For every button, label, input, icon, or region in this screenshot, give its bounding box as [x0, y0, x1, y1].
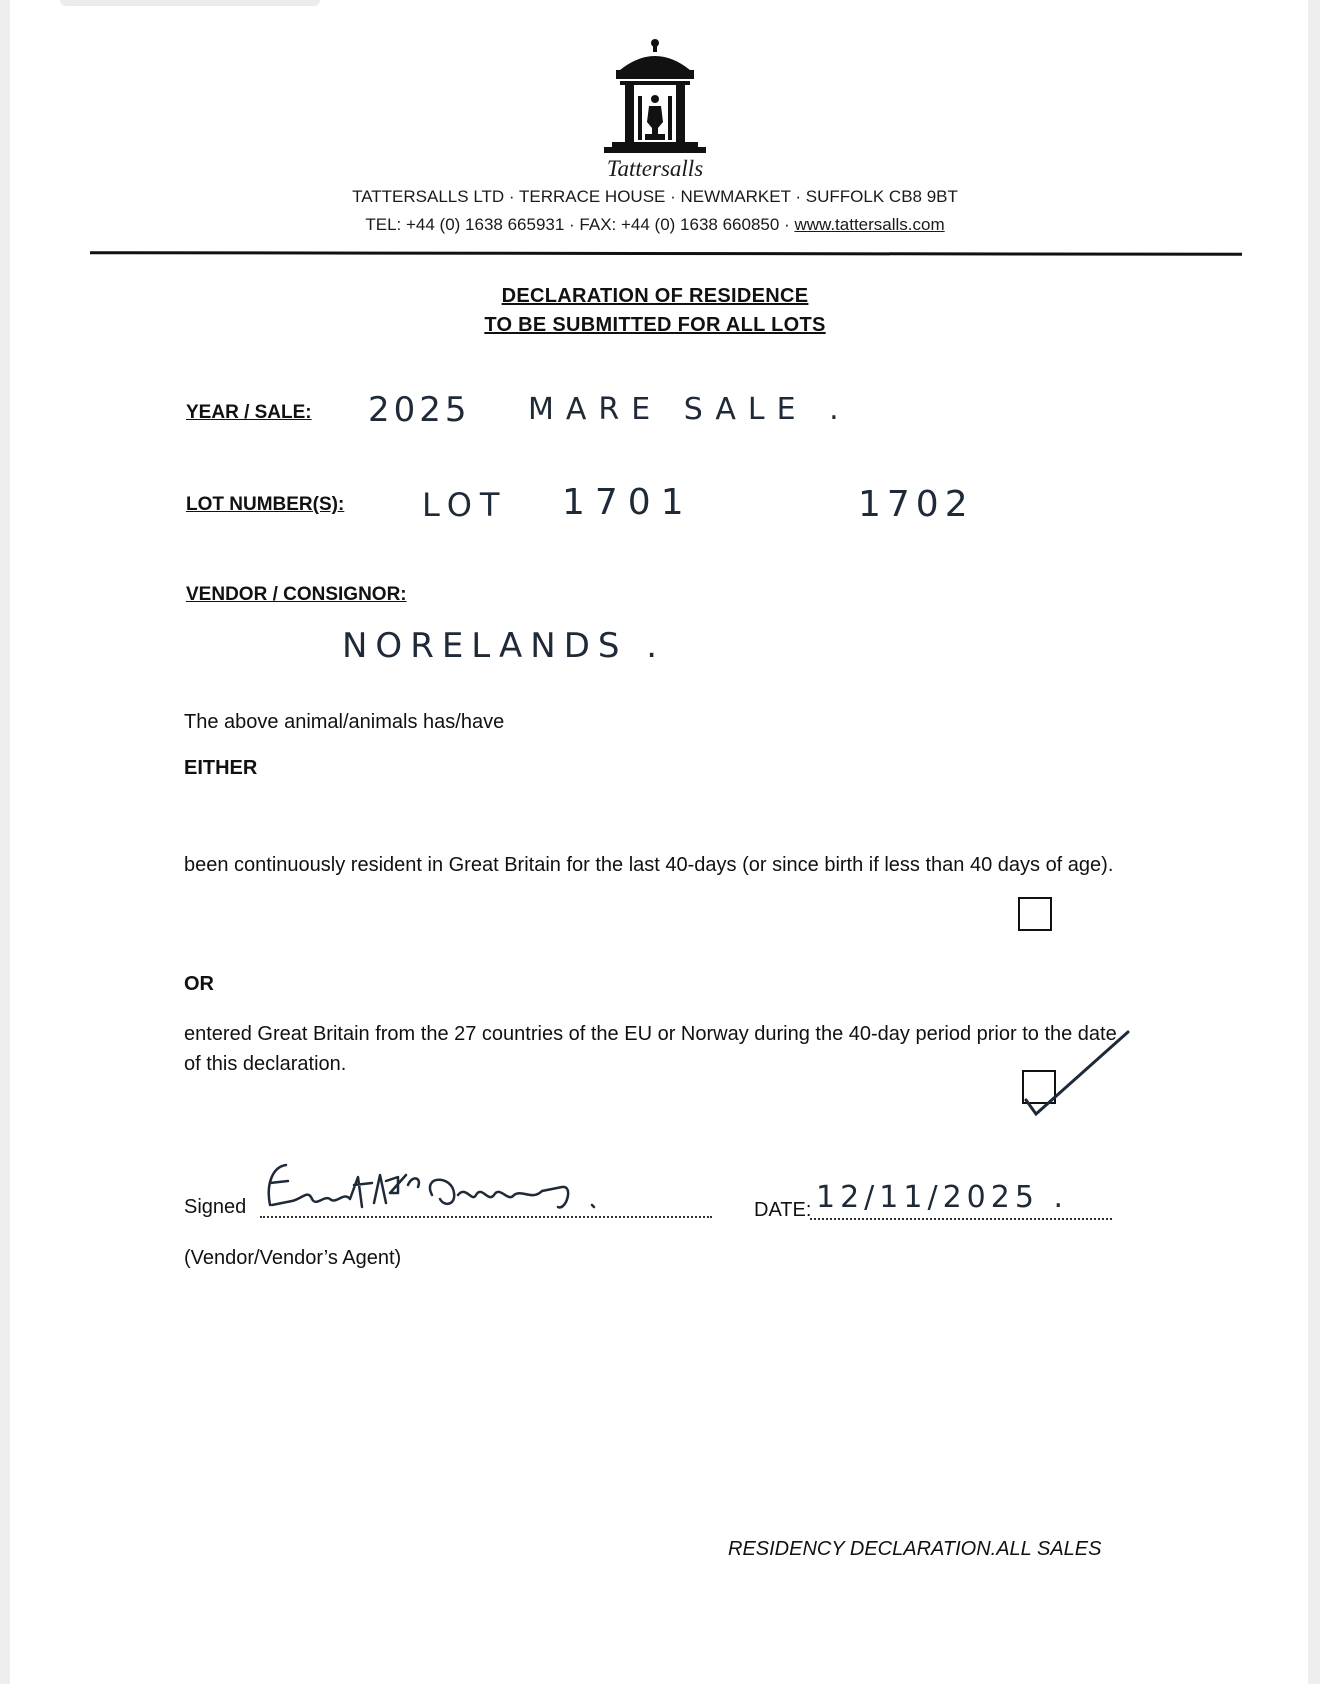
document-title: DECLARATION OF RESIDENCE: [501, 285, 809, 307]
header-rule: [90, 251, 1242, 256]
date-line: [810, 1218, 1112, 1220]
either-label: EITHER: [184, 757, 258, 779]
brand-name: Tattersalls: [606, 156, 704, 181]
vendor-label: VENDOR / CONSIGNOR:: [186, 584, 407, 605]
option1-text: been continuously resident in Great Britain for the last 40-days (or since birth if less than 40 days of age).: [184, 854, 1114, 876]
lot-prefix[interactable]: LOT: [422, 486, 508, 524]
lot-number-2[interactable]: 1702: [858, 484, 974, 525]
date-label: DATE:: [754, 1199, 812, 1221]
option1-checkbox[interactable]: [1018, 897, 1052, 931]
vendor-value[interactable]: NORELANDS .: [342, 626, 666, 666]
page-edge-top: [60, 0, 320, 6]
signed-label: Signed: [184, 1196, 247, 1218]
page-edge-left: [0, 0, 10, 1684]
form-footer: RESIDENCY DECLARATION.ALL SALES: [728, 1538, 1102, 1560]
address-line: TATTERSALLS LTD · TERRACE HOUSE · NEWMARKET · SUFFOLK CB8 9BT: [352, 187, 958, 206]
handwritten-signature[interactable]: [262, 1155, 682, 1225]
date-value[interactable]: 12/11/2025 .: [816, 1180, 1068, 1215]
contact-phone-fax: TEL: +44 (0) 1638 665931 · FAX: +44 (0) 1638 660850 ·: [365, 215, 795, 234]
website-link[interactable]: www.tattersalls.com: [794, 215, 945, 234]
lot-numbers-label: LOT NUMBER(S):: [186, 494, 345, 515]
year-sale-label: YEAR / SALE:: [186, 402, 312, 423]
year-sale-sale[interactable]: MARE SALE .: [528, 392, 851, 427]
option2-check-mark-icon: [1010, 1020, 1138, 1120]
tattersalls-logo-icon: [600, 36, 710, 154]
vendor-agent-label: (Vendor/Vendor’s Agent): [184, 1247, 402, 1269]
document-subtitle: TO BE SUBMITTED FOR ALL LOTS: [484, 314, 826, 336]
lot-number-1[interactable]: 1701: [562, 482, 694, 523]
year-sale-year[interactable]: 2025: [368, 390, 471, 430]
contact-line: [0, 215, 1310, 235]
page-edge-right: [1308, 0, 1320, 1684]
option2-text: entered Great Britain from the 27 countries of the EU or Norway during the 40-day period prior to the date of this declaration.: [184, 1023, 1117, 1075]
statement-intro: The above animal/animals has/have: [184, 711, 505, 733]
or-label: OR: [184, 973, 214, 995]
